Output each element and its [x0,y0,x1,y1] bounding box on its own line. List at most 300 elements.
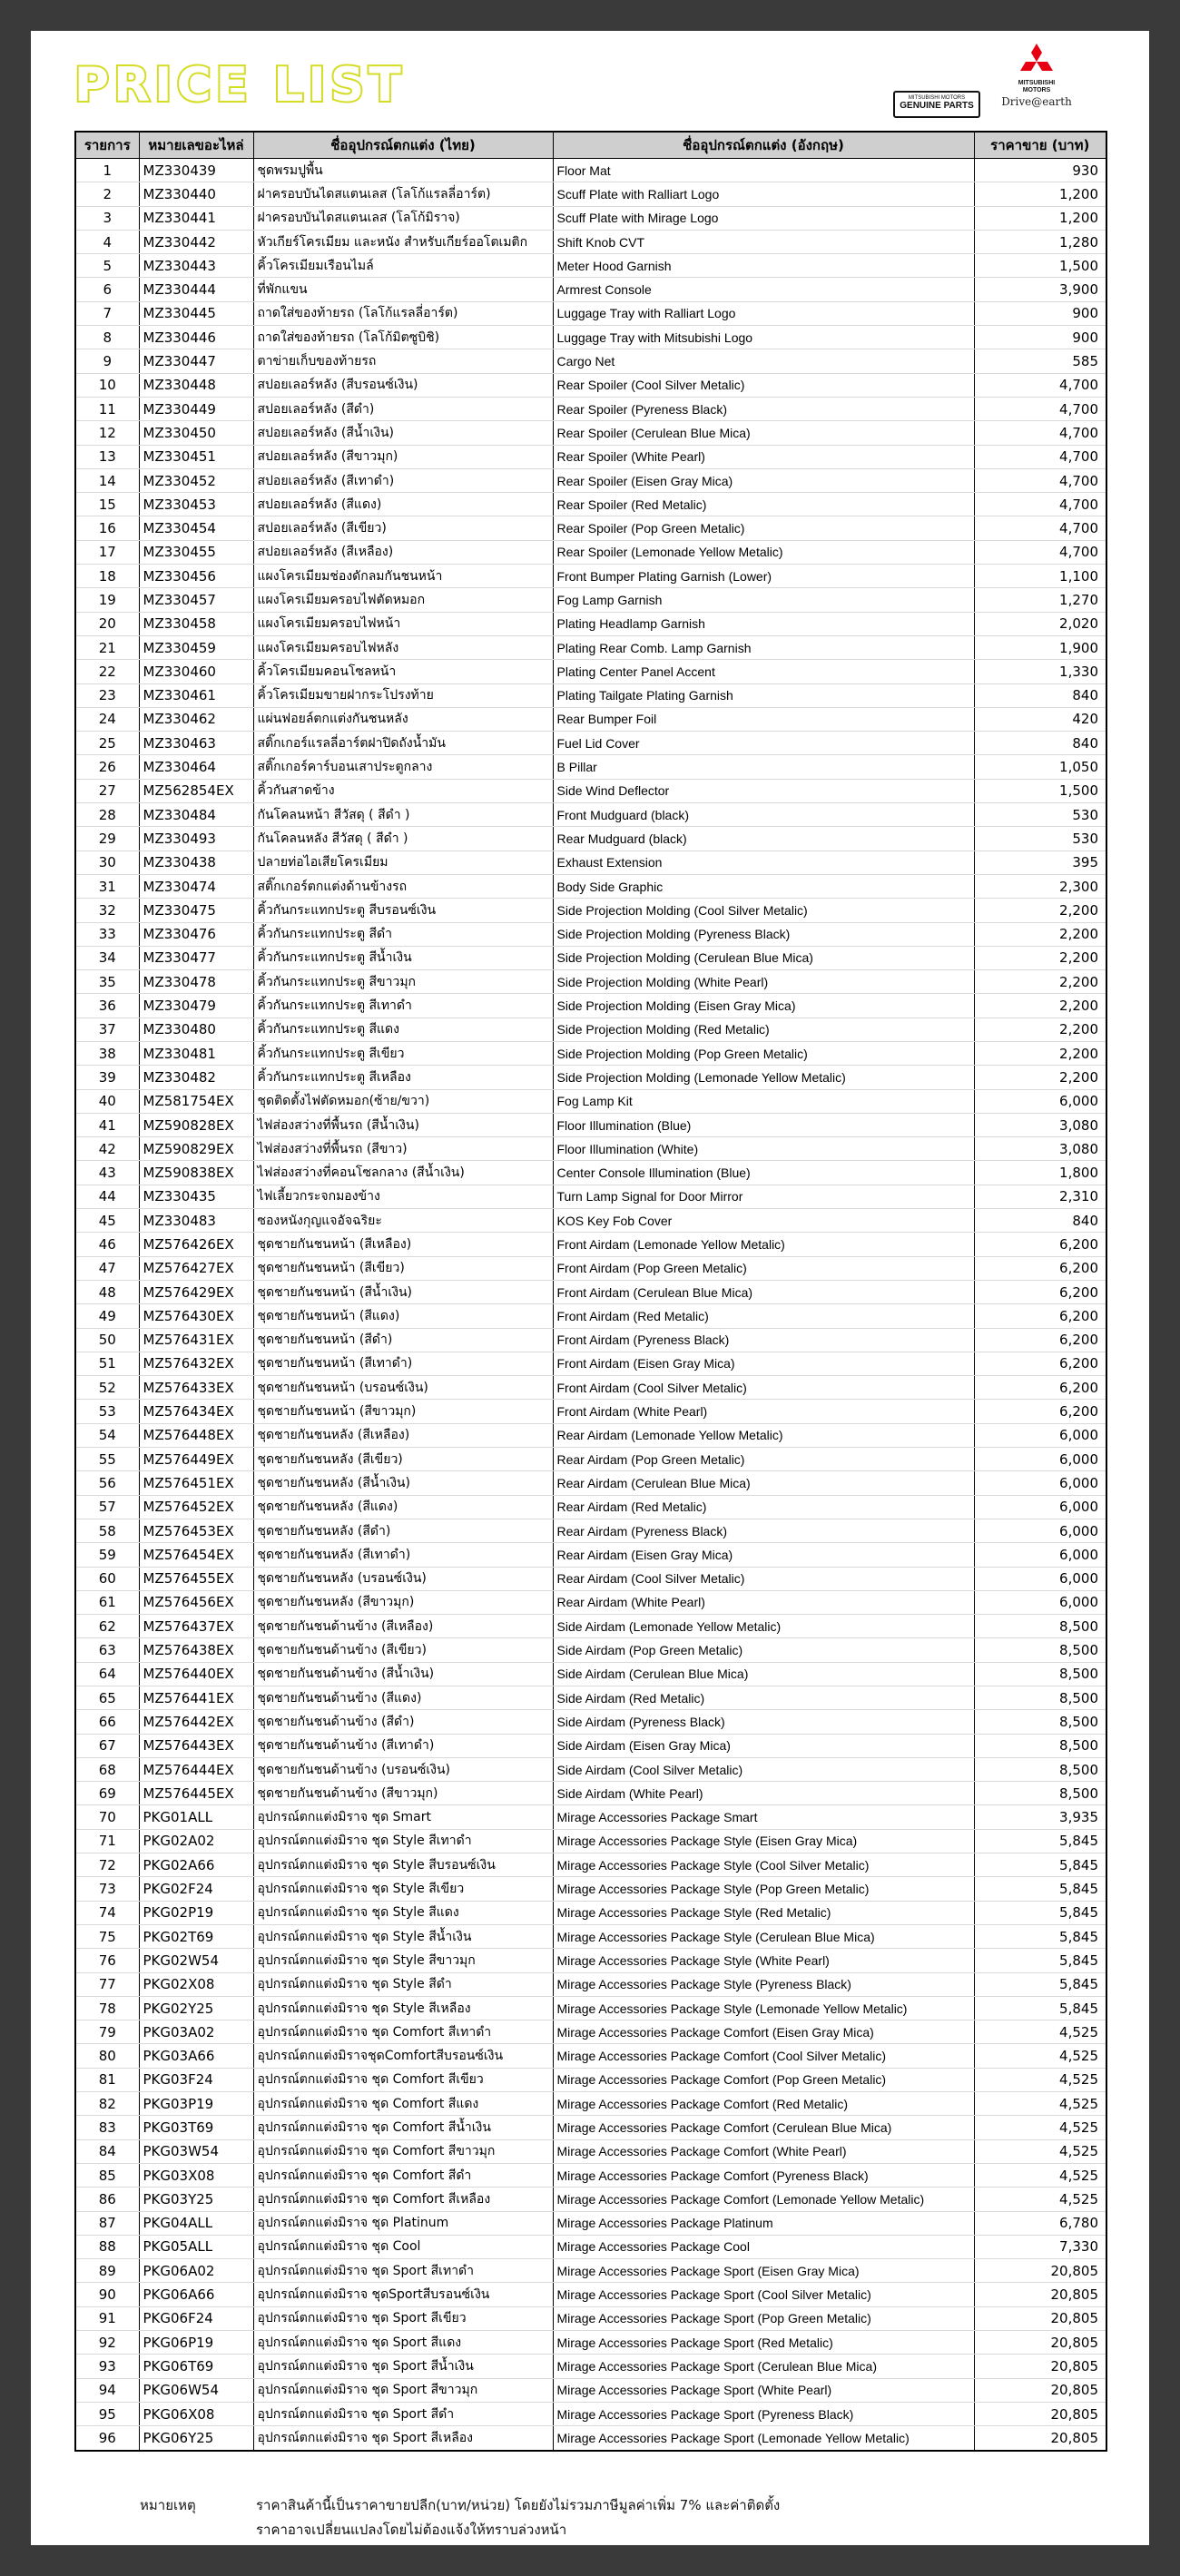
table-row [75,1113,1106,1136]
cell-english-name: Meter Hood Garnish [553,254,974,278]
cell-english-name: KOS Key Fob Cover [553,1209,974,1233]
cell-thai-name: แผงโครเมียมช่องดักลมกันชนหน้า [253,565,553,588]
cell-no: 79 [75,2020,139,2044]
cell-english-name: Mirage Accessories Package Sport (White Pearl) [553,2378,974,2402]
cell-english-name: Side Projection Molding (Pop Green Metalic) [553,1041,974,1065]
cell-part-number: MZ576443EX [139,1734,253,1757]
cell-no: 87 [75,2211,139,2235]
table-row [75,1471,1106,1495]
table-row [75,1901,1106,1924]
cell-english-name: Rear Airdam (Pop Green Metalic) [553,1448,974,1471]
table-row [75,1423,1106,1447]
cell-price: 3,900 [974,278,1106,301]
table-row [75,1829,1106,1853]
cell-thai-name: สปอยเลอร์หลัง (สีเทาดำ) [253,468,553,492]
cell-thai-name: ชุดชายกันชนหน้า (บรอนซ์เงิน) [253,1376,553,1400]
cell-thai-name: แผ่นฟอยล์ตกแต่งกันชนหลัง [253,707,553,731]
table-row [75,326,1106,349]
cell-price: 20,805 [974,2331,1106,2355]
cell-english-name: Front Airdam (Eisen Gray Mica) [553,1352,974,1375]
cell-no: 63 [75,1638,139,1662]
cell-price: 6,200 [974,1376,1106,1400]
table-row [75,565,1106,588]
cell-no: 93 [75,2355,139,2378]
cell-no: 34 [75,946,139,969]
cell-thai-name: อุปกรณ์ตกแต่งมิราจ ชุด Sport สีน้ำเงิน [253,2355,553,2378]
cell-english-name: Rear Airdam (Cool Silver Metalic) [553,1567,974,1590]
cell-english-name: Floor Illumination (Blue) [553,1113,974,1136]
remarks-lines [256,2493,780,2542]
cell-no: 66 [75,1710,139,1734]
remark-line: ราคาอาจเปลี่ยนแปลงโดยไม่ต้องแจ้งให้ทราบล่วงหน้า [256,2522,567,2538]
cell-part-number: MZ590828EX [139,1113,253,1136]
table-row [75,755,1106,779]
cell-english-name: Mirage Accessories Package Style (Pop Green Metalic) [553,1877,974,1901]
cell-english-name: Front Bumper Plating Garnish (Lower) [553,565,974,588]
cell-no: 51 [75,1352,139,1375]
cell-english-name: Front Airdam (Pyreness Black) [553,1328,974,1352]
cell-price: 2,200 [974,1018,1106,1041]
cell-english-name: Front Airdam (Cerulean Blue Mica) [553,1280,974,1303]
cell-no: 41 [75,1113,139,1136]
table-row [75,1256,1106,1280]
cell-price: 6,000 [974,1590,1106,1614]
table-row [75,397,1106,420]
cell-english-name: Rear Spoiler (Eisen Gray Mica) [553,468,974,492]
cell-price: 4,525 [974,2044,1106,2068]
col-header-english-name: ชื่ออุปกรณ์ตกแต่ง (อังกฤษ) [553,132,974,159]
table-header-row [75,132,1106,159]
cell-no: 48 [75,1280,139,1303]
cell-part-number: MZ330460 [139,660,253,683]
table-row [75,1757,1106,1781]
cell-no: 26 [75,755,139,779]
cell-price: 6,000 [974,1495,1106,1519]
cell-price: 4,700 [974,468,1106,492]
cell-part-number: MZ330464 [139,755,253,779]
cell-no: 64 [75,1662,139,1686]
table-row [75,2116,1106,2139]
cell-price: 2,020 [974,612,1106,635]
cell-thai-name: สปอยเลอร์หลัง (สีเขียว) [253,516,553,540]
cell-no: 9 [75,349,139,373]
cell-part-number: MZ330484 [139,803,253,827]
cell-thai-name: ชุดชายกันชนหลัง (สีขาวมุก) [253,1590,553,1614]
table-row [75,1782,1106,1805]
cell-price: 8,500 [974,1662,1106,1686]
table-row [75,994,1106,1018]
cell-price: 20,805 [974,2306,1106,2330]
cell-part-number: MZ576432EX [139,1352,253,1375]
cell-english-name: Mirage Accessories Package Style (Cerulean Blue Mica) [553,1924,974,1948]
cell-part-number: MZ576437EX [139,1615,253,1638]
cell-no: 78 [75,1996,139,2020]
table-row [75,493,1106,516]
cell-part-number: MZ330455 [139,540,253,564]
cell-thai-name: ชุดชายกันชนหน้า (สีเหลือง) [253,1233,553,1256]
cell-price: 2,200 [974,970,1106,994]
cell-part-number: MZ330438 [139,850,253,874]
cell-thai-name: ชุดชายกันชนหลัง (สีน้ำเงิน) [253,1471,553,1495]
page-title: PRICE LIST [74,58,406,113]
cell-part-number: MZ590838EX [139,1161,253,1185]
cell-thai-name: สปอยเลอร์หลัง (สีเหลือง) [253,540,553,564]
cell-no: 58 [75,1519,139,1542]
table-row [75,1877,1106,1901]
cell-no: 67 [75,1734,139,1757]
cell-thai-name: อุปกรณ์ตกแต่งมิราจ ชุด Comfort สีน้ำเงิน [253,2116,553,2139]
cell-price: 6,200 [974,1352,1106,1375]
cell-thai-name: ไฟเลี้ยวกระจกมองข้าง [253,1185,553,1208]
cell-price: 20,805 [974,2283,1106,2306]
cell-part-number: MZ576444EX [139,1757,253,1781]
cell-price: 4,700 [974,445,1106,468]
col-header-no: รายการ [75,132,139,159]
cell-english-name: Body Side Graphic [553,874,974,898]
cell-price: 1,280 [974,230,1106,253]
cell-price: 5,845 [974,1972,1106,1996]
cell-thai-name: สติ๊กเกอร์ตกแต่งด้านข้างรถ [253,874,553,898]
cell-price: 900 [974,301,1106,325]
cell-no: 80 [75,2044,139,2068]
cell-price: 6,000 [974,1543,1106,1567]
table-row [75,2426,1106,2451]
table-row [75,1304,1106,1328]
table-row [75,2306,1106,2330]
cell-english-name: Rear Airdam (White Pearl) [553,1590,974,1614]
cell-no: 18 [75,565,139,588]
cell-price: 4,525 [974,2068,1106,2091]
cell-english-name: Front Mudguard (black) [553,803,974,827]
cell-no: 71 [75,1829,139,1853]
table-row [75,1543,1106,1567]
cell-thai-name: ชุดชายกันชนด้านข้าง (สีดำ) [253,1710,553,1734]
price-table [74,131,1107,2452]
cell-english-name: Mirage Accessories Package Comfort (Eisen Gray Mica) [553,2020,974,2044]
col-header-thai-name: ชื่ออุปกรณ์ตกแต่ง (ไทย) [253,132,553,159]
cell-thai-name: สปอยเลอร์หลัง (สีดำ) [253,397,553,420]
cell-thai-name: อุปกรณ์ตกแต่งมิราจ ชุด Sport สีเขียว [253,2306,553,2330]
cell-price: 8,500 [974,1638,1106,1662]
table-row [75,2188,1106,2211]
cell-thai-name: คิ้วกันกระแทกประตู สีน้ำเงิน [253,946,553,969]
table-row [75,1924,1106,1948]
cell-english-name: Side Projection Molding (Red Metalic) [553,1018,974,1041]
cell-price: 530 [974,803,1106,827]
cell-english-name: Luggage Tray with Mitsubishi Logo [553,326,974,349]
cell-no: 47 [75,1256,139,1280]
cell-thai-name: ชุดชายกันชนด้านข้าง (สีแดง) [253,1686,553,1710]
cell-no: 54 [75,1423,139,1447]
table-row [75,182,1106,206]
cell-no: 70 [75,1805,139,1829]
cell-part-number: MZ330454 [139,516,253,540]
cell-thai-name: อุปกรณ์ตกแต่งมิราจ ชุด Sport สีแดง [253,2331,553,2355]
table-row [75,635,1106,659]
cell-part-number: MZ330478 [139,970,253,994]
cell-thai-name: ฝาครอบบันไดสแตนเลส (โลโก้แรลลี่อาร์ต) [253,182,553,206]
cell-part-number: MZ330443 [139,254,253,278]
cell-no: 7 [75,301,139,325]
cell-no: 31 [75,874,139,898]
cell-english-name: Mirage Accessories Package Comfort (Cerulean Blue Mica) [553,2116,974,2139]
cell-english-name: Front Airdam (Pop Green Metalic) [553,1256,974,1280]
cell-english-name: Side Projection Molding (Cool Silver Metalic) [553,899,974,922]
cell-english-name: Side Airdam (Pyreness Black) [553,1710,974,1734]
cell-price: 420 [974,707,1106,731]
cell-part-number: PKG03Y25 [139,2188,253,2211]
cell-english-name: Rear Spoiler (Pop Green Metalic) [553,516,974,540]
col-header-part-number: หมายเลขอะไหล่ [139,132,253,159]
cell-part-number: PKG06F24 [139,2306,253,2330]
col-header-price: ราคาขาย (บาท) [974,132,1106,159]
cell-price: 6,200 [974,1400,1106,1423]
cell-thai-name: อุปกรณ์ตกแต่งมิราจ ชุด Sport สีขาวมุก [253,2378,553,2402]
cell-thai-name: ชุดชายกันชนหน้า (สีเขียว) [253,1256,553,1280]
cell-english-name: Front Airdam (Lemonade Yellow Metalic) [553,1233,974,1256]
cell-price: 840 [974,1209,1106,1233]
cell-no: 8 [75,326,139,349]
cell-price: 1,200 [974,182,1106,206]
cell-thai-name: อุปกรณ์ตกแต่งมิราจ ชุด Style สีเขียว [253,1877,553,1901]
cell-no: 59 [75,1543,139,1567]
cell-thai-name: ชุดชายกันชนหลัง (สีเทาดำ) [253,1543,553,1567]
cell-price: 8,500 [974,1757,1106,1781]
cell-english-name: Shift Knob CVT [553,230,974,253]
cell-price: 1,500 [974,779,1106,802]
cell-thai-name: แผงโครเมียมครอบไฟตัดหมอก [253,588,553,612]
cell-part-number: MZ330483 [139,1209,253,1233]
cell-part-number: MZ330450 [139,421,253,445]
cell-thai-name: ชุดชายกันชนหน้า (สีดำ) [253,1328,553,1352]
cell-part-number: MZ576429EX [139,1280,253,1303]
cell-thai-name: กันโคลนหน้า สีวัสดุ ( สีดำ ) [253,803,553,827]
cell-part-number: MZ576426EX [139,1233,253,1256]
cell-price: 4,525 [974,2020,1106,2044]
cell-english-name: Scuff Plate with Mirage Logo [553,206,974,230]
table-row [75,2211,1106,2235]
table-row [75,1638,1106,1662]
table-row [75,1615,1106,1638]
cell-thai-name: ชุดชายกันชนด้านข้าง (สีเทาดำ) [253,1734,553,1757]
cell-thai-name: อุปกรณ์ตกแต่งมิราจ ชุด Sport สีเทาดำ [253,2259,553,2283]
cell-part-number: PKG03W54 [139,2139,253,2163]
cell-no: 68 [75,1757,139,1781]
logo-brand-line2: MOTORS [1022,86,1051,93]
cell-no: 39 [75,1066,139,1089]
cell-english-name: Rear Airdam (Pyreness Black) [553,1519,974,1542]
cell-price: 2,300 [974,874,1106,898]
cell-price: 20,805 [974,2402,1106,2425]
cell-no: 40 [75,1089,139,1113]
cell-part-number: PKG06P19 [139,2331,253,2355]
cell-thai-name: อุปกรณ์ตกแต่งมิราจ ชุด Cool [253,2235,553,2258]
cell-price: 5,845 [974,1877,1106,1901]
cell-part-number: MZ576456EX [139,1590,253,1614]
cell-no: 83 [75,2116,139,2139]
cell-english-name: Side Airdam (Lemonade Yellow Metalic) [553,1615,974,1638]
cell-thai-name: คิ้วกันกระแทกประตู สีบรอนซ์เงิน [253,899,553,922]
cell-part-number: MZ330493 [139,827,253,850]
cell-price: 6,000 [974,1471,1106,1495]
cell-no: 46 [75,1233,139,1256]
cell-english-name: Front Airdam (White Pearl) [553,1400,974,1423]
cell-no: 13 [75,445,139,468]
cell-thai-name: ชุดติดตั้งไฟตัดหมอก(ซ้าย/ขวา) [253,1089,553,1113]
cell-price: 2,200 [974,922,1106,946]
cell-english-name: Side Airdam (Pop Green Metalic) [553,1638,974,1662]
table-row [75,874,1106,898]
cell-part-number: PKG02A02 [139,1829,253,1853]
cell-thai-name: อุปกรณ์ตกแต่งมิราจ ชุด Smart [253,1805,553,1829]
cell-part-number: MZ330445 [139,301,253,325]
cell-no: 11 [75,397,139,420]
cell-part-number: PKG02W54 [139,1949,253,1972]
cell-part-number: PKG03X08 [139,2163,253,2187]
cell-part-number: MZ330435 [139,1185,253,1208]
cell-price: 2,200 [974,994,1106,1018]
cell-english-name: Mirage Accessories Package Comfort (Pop Green Metalic) [553,2068,974,2091]
cell-no: 45 [75,1209,139,1233]
cell-thai-name: ชุดชายกันชนหน้า (สีน้ำเงิน) [253,1280,553,1303]
cell-english-name: Front Airdam (Red Metalic) [553,1304,974,1328]
table-row [75,2283,1106,2306]
cell-price: 2,200 [974,1041,1106,1065]
cell-part-number: MZ330462 [139,707,253,731]
cell-part-number: PKG02Y25 [139,1996,253,2020]
cell-no: 62 [75,1615,139,1638]
cell-english-name: Rear Spoiler (Pyreness Black) [553,397,974,420]
cell-part-number: MZ330442 [139,230,253,253]
cell-price: 5,845 [974,1853,1106,1877]
cell-no: 35 [75,970,139,994]
cell-part-number: MZ576442EX [139,1710,253,1734]
table-row [75,1972,1106,1996]
table-row [75,2163,1106,2187]
cell-thai-name: คิ้วกันกระแทกประตู สีดำ [253,922,553,946]
cell-price: 4,525 [974,2188,1106,2211]
table-row [75,1853,1106,1877]
table-row [75,732,1106,755]
cell-part-number: MZ330476 [139,922,253,946]
cell-english-name: Rear Airdam (Lemonade Yellow Metalic) [553,1423,974,1447]
cell-thai-name: คิ้วกันกระแทกประตู สีแดง [253,1018,553,1041]
cell-thai-name: ชุดชายกันชนหลัง (สีแดง) [253,1495,553,1519]
cell-price: 8,500 [974,1686,1106,1710]
cell-part-number: MZ330439 [139,159,253,182]
cell-english-name: Mirage Accessories Package Comfort (Pyreness Black) [553,2163,974,2187]
cell-thai-name: สติ๊กเกอร์แรลลี่อาร์ตฝาปิดถังน้ำมัน [253,732,553,755]
table-row [75,1686,1106,1710]
cell-thai-name: คิ้วกันกระแทกประตู สีขาวมุก [253,970,553,994]
cell-no: 20 [75,612,139,635]
cell-english-name: Mirage Accessories Package Comfort (Lemonade Yellow Metalic) [553,2188,974,2211]
cell-no: 10 [75,373,139,397]
cell-no: 55 [75,1448,139,1471]
table-row [75,206,1106,230]
cell-part-number: MZ576441EX [139,1686,253,1710]
cell-english-name: Side Airdam (Cerulean Blue Mica) [553,1662,974,1686]
cell-thai-name: อุปกรณ์ตกแต่งมิราจ ชุด Style สีขาวมุก [253,1949,553,1972]
cell-price: 585 [974,349,1106,373]
cell-part-number: MZ330463 [139,732,253,755]
cell-part-number: MZ330444 [139,278,253,301]
cell-price: 4,525 [974,2163,1106,2187]
cell-price: 6,000 [974,1089,1106,1113]
cell-part-number: MZ576440EX [139,1662,253,1686]
cell-english-name: Rear Spoiler (Cool Silver Metalic) [553,373,974,397]
cell-english-name: Plating Tailgate Plating Garnish [553,683,974,707]
table-row [75,1567,1106,1590]
cell-part-number: PKG06A66 [139,2283,253,2306]
cell-no: 52 [75,1376,139,1400]
cell-thai-name: อุปกรณ์ตกแต่งมิราจ ชุด Style สีเหลือง [253,1996,553,2020]
cell-part-number: MZ576448EX [139,1423,253,1447]
cell-no: 38 [75,1041,139,1065]
cell-part-number: MZ330446 [139,326,253,349]
table-row [75,970,1106,994]
table-row [75,803,1106,827]
table-row [75,445,1106,468]
cell-price: 4,700 [974,373,1106,397]
cell-price: 900 [974,326,1106,349]
cell-price: 8,500 [974,1734,1106,1757]
cell-price: 3,935 [974,1805,1106,1829]
cell-no: 30 [75,850,139,874]
table-row [75,1949,1106,1972]
cell-thai-name: อุปกรณ์ตกแต่งมิราจ ชุด Comfort สีดำ [253,2163,553,2187]
cell-price: 5,845 [974,1924,1106,1948]
cell-english-name: Rear Bumper Foil [553,707,974,731]
cell-no: 49 [75,1304,139,1328]
cell-no: 12 [75,421,139,445]
cell-no: 69 [75,1782,139,1805]
table-row [75,1161,1106,1185]
cell-no: 22 [75,660,139,683]
table-row [75,2044,1106,2068]
cell-part-number: PKG03F24 [139,2068,253,2091]
cell-part-number: MZ330461 [139,683,253,707]
table-row [75,1590,1106,1614]
remark-line: ราคาสินค้านี้เป็นราคาขายปลีก(บาท/หน่วย) โดยยังไม่รวมภาษีมูลค่าเพิ่ม 7% และค่าติดตั้ง [256,2497,781,2513]
cell-part-number: MZ576455EX [139,1567,253,1590]
table-row [75,2020,1106,2044]
remarks-label: หมายเหตุ [140,2497,196,2513]
cell-english-name: Rear Spoiler (Red Metalic) [553,493,974,516]
table-row [75,707,1106,731]
table-row [75,779,1106,802]
cell-english-name: Front Airdam (Cool Silver Metalic) [553,1376,974,1400]
cell-price: 6,000 [974,1567,1106,1590]
cell-part-number: MZ330447 [139,349,253,373]
table-row [75,516,1106,540]
cell-no: 32 [75,899,139,922]
cell-english-name: Mirage Accessories Package Comfort (Cool Silver Metalic) [553,2044,974,2068]
table-row [75,2402,1106,2425]
cell-thai-name: อุปกรณ์ตกแต่งมิราจ ชุดSportสีบรอนซ์เงิน [253,2283,553,2306]
cell-thai-name: ชุดชายกันชนหลัง (บรอนซ์เงิน) [253,1567,553,1590]
cell-english-name: Mirage Accessories Package Style (Cool Silver Metalic) [553,1853,974,1877]
table-row [75,1448,1106,1471]
cell-part-number: PKG06T69 [139,2355,253,2378]
table-row [75,2092,1106,2116]
cell-no: 76 [75,1949,139,1972]
cell-price: 6,200 [974,1304,1106,1328]
cell-price: 4,700 [974,493,1106,516]
cell-no: 14 [75,468,139,492]
cell-english-name: Floor Mat [553,159,974,182]
cell-no: 37 [75,1018,139,1041]
